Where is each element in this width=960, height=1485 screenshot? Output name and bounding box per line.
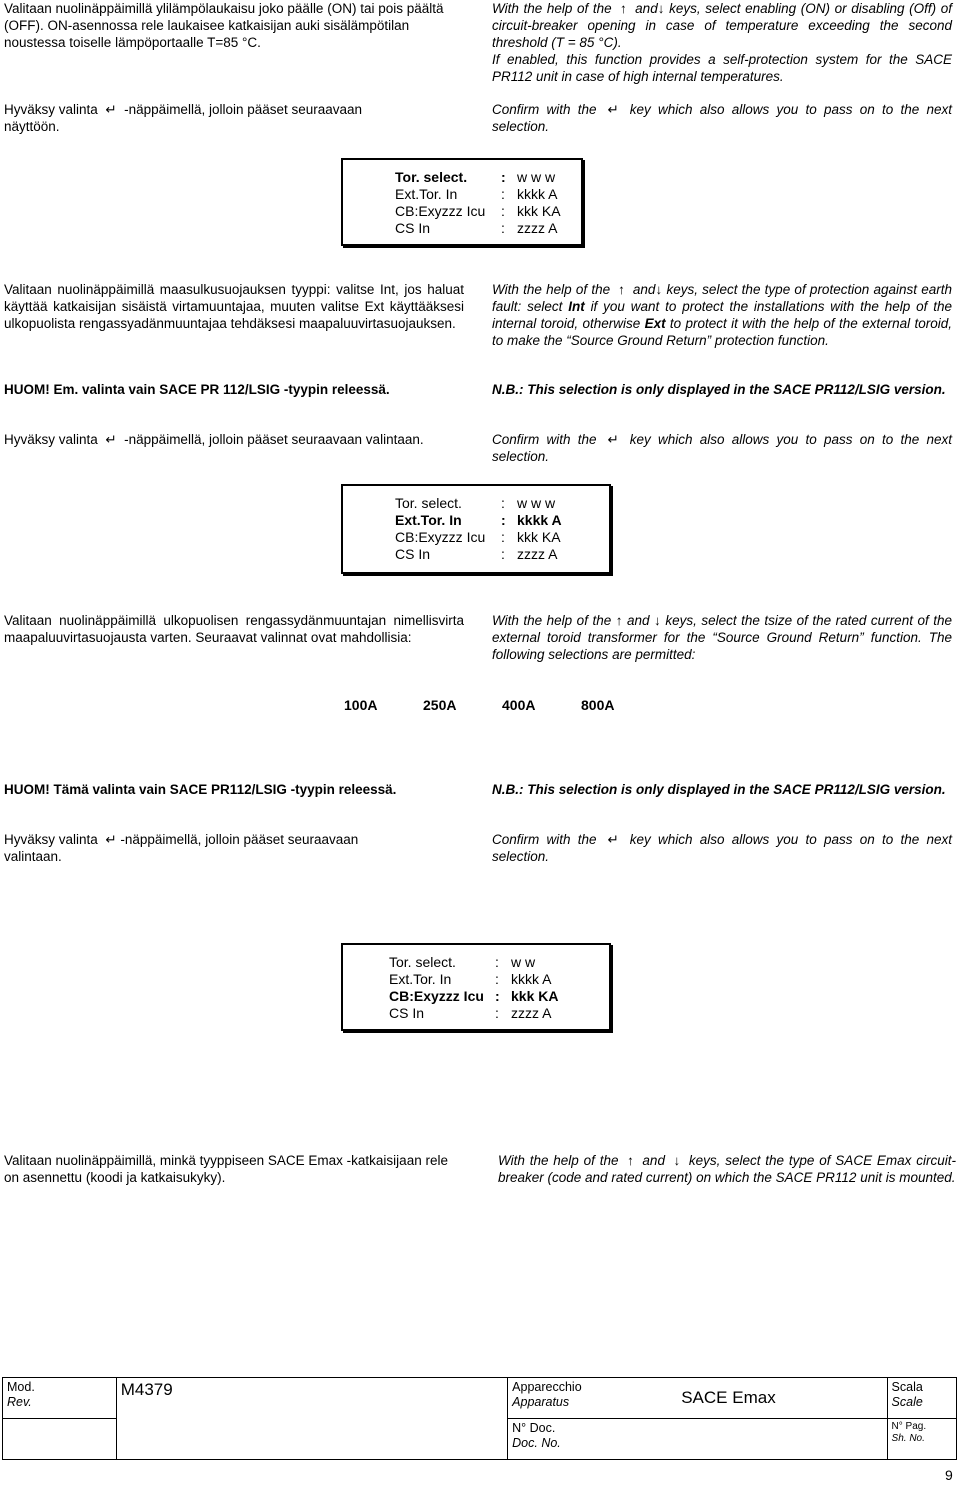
lcd-value: kkkk A xyxy=(511,971,552,987)
en-text-b: and xyxy=(642,1153,665,1168)
en-text-b: and xyxy=(627,613,650,628)
en-confirm-text-a: Confirm with the xyxy=(492,832,597,847)
fi-confirm-text-a: Hyväksy valinta xyxy=(4,102,98,117)
lcd-row xyxy=(343,954,609,971)
scale-cell xyxy=(887,1378,956,1419)
fi-confirm-text-a: Hyväksy valinta xyxy=(4,832,98,847)
size-option: 100A xyxy=(344,697,378,713)
lcd-value: kkk KA xyxy=(517,529,561,545)
en-text-a: With the help of the xyxy=(498,1153,619,1168)
fi-overtemp-text: Valitaan nuolinäppäimillä ylilämpölaukaisu joko päälle (ON) tai pois päältä (OFF). ON-asennossa rele laukaisee katkaisijan auki sisälämpötilan noustessa toiselle lämpöportaalle T=85 °C. xyxy=(4,1,444,50)
lcd-value: kkkk A xyxy=(517,186,558,202)
en-selfprot-text: If enabled, this function provides a self-protection system for the SACE PR112 unit in case of high internal temperatures. xyxy=(492,52,952,84)
en-text-b: and xyxy=(632,282,656,297)
fi-confirm-line xyxy=(4,831,404,865)
doc-number: M4379 xyxy=(120,1380,173,1399)
npag-label: N° Pag. xyxy=(891,1421,927,1432)
lcd-label: CS In xyxy=(395,546,431,562)
fi-confirm-text-a: Hyväksy valinta xyxy=(4,432,98,447)
en-note xyxy=(492,381,952,398)
enter-key-icon: ↵ xyxy=(101,102,121,117)
enter-key-icon: ↵ xyxy=(101,432,121,447)
lcd-display-2 xyxy=(341,484,611,574)
arrow-up-icon: ↑ xyxy=(615,613,623,628)
lcd-row xyxy=(343,971,609,988)
doc-no-cell xyxy=(508,1419,887,1460)
apparatus-label: Apparatus xyxy=(512,1395,570,1409)
fi-note xyxy=(4,381,464,398)
en-confirm-text-b: key which also allows you to pass on to the next selection. xyxy=(492,432,952,464)
apparecchio-label: Apparecchio xyxy=(512,1380,582,1394)
en-text-c: keys, select the type of SACE Emax circuit-breaker (code and rated current) on which the SACE PR112 unit is mounted. xyxy=(498,1153,956,1185)
fi-note-text: HUOM! Tämä valinta vain SACE PR112/LSIG -tyypin releessä. xyxy=(4,782,397,797)
lcd-row xyxy=(343,495,609,512)
lcd-label: Tor. select. xyxy=(395,169,468,185)
page-number: 9 xyxy=(945,1467,953,1483)
fi-toroid-text: Valitaan nuolinäppäimillä ulkopuolisen rengassydänmuuntajan nimellisvirta maapaluuvirtasuojausta varten. Seuraavat valinnat ovat mahdollisia: xyxy=(4,613,464,645)
lcd-value: zzzz A xyxy=(517,546,558,562)
lcd-row xyxy=(343,203,581,220)
en-text-a: With the help of the xyxy=(492,1,612,16)
en-confirm-text-b: key which also allows you to pass on to the next selection. xyxy=(492,832,952,864)
arrow-up-icon: ↑ xyxy=(623,1153,638,1168)
lcd-row xyxy=(343,169,581,186)
fi-confirm-line xyxy=(4,431,464,448)
lcd-value: kkkk A xyxy=(517,512,562,528)
lcd-row xyxy=(343,546,609,563)
doc-number-cell xyxy=(116,1378,507,1460)
en-confirm-text-a: Confirm with the xyxy=(492,432,597,447)
size-option: 400A xyxy=(502,697,536,713)
lcd-row xyxy=(343,1005,609,1022)
fi-confirm-text-b: -näppäimellä, jolloin pääset seuraavaan näyttöön. xyxy=(4,102,363,134)
lcd-label: Tor. select. xyxy=(395,495,462,511)
lcd-value: w w w xyxy=(517,169,556,185)
lcd-value: zzzz A xyxy=(511,1005,552,1021)
lcd-sep: : xyxy=(495,1005,499,1021)
lcd-sep: : xyxy=(495,988,500,1004)
lcd-value: zzzz A xyxy=(517,220,558,236)
arrow-down-icon: ↓ xyxy=(669,1153,685,1168)
arrow-up-icon: ↑ xyxy=(614,282,629,297)
lcd-row xyxy=(343,220,581,237)
scale-label: Scale xyxy=(891,1395,923,1409)
fi-note xyxy=(4,781,464,798)
en-note xyxy=(492,781,952,798)
en-confirm-line xyxy=(492,831,952,865)
en-confirm-text-a: Confirm with the xyxy=(492,102,597,117)
ndoc-label: N° Doc. xyxy=(512,1421,556,1435)
en-confirm-text-b: key which also allows you to pass on to the next selection. xyxy=(492,102,952,134)
title-block xyxy=(2,1377,957,1460)
arrow-down-icon: ↓ xyxy=(654,613,661,628)
lcd-sep: : xyxy=(501,220,505,236)
scala-label: Scala xyxy=(891,1380,923,1394)
lcd-value: w w w xyxy=(517,495,556,511)
rev-label: Rev. xyxy=(7,1395,32,1409)
lcd-value: w w xyxy=(511,954,536,970)
en-text-c: keys, select enabling (ON) or disabling (Off) of circuit-breaker opening in case of temperature exceeding the second threshold (T = 85 °C). xyxy=(492,1,952,50)
mod-rev-cell xyxy=(3,1378,117,1419)
lcd-sep: : xyxy=(495,971,499,987)
en-text-b: and xyxy=(635,1,658,16)
en-confirm-line xyxy=(492,101,952,135)
fi-earthfault-text: Valitaan nuolinäppäimillä maasulkusuojauksen tyyppi: valitse Int, jos haluat käyttää katkaisijan sisäistä virtamuuntajaa, muuten valitse Ext käyttääksesi ulkopuolista rengassyadänmuuntajaa tehdäksesi maapaluuvirtasuojauksen. xyxy=(4,282,464,331)
en-cbtype-paragraph xyxy=(498,1152,956,1186)
fi-confirm-line xyxy=(4,101,404,135)
enter-key-icon: ↵ xyxy=(603,102,623,117)
lcd-row xyxy=(343,988,609,1005)
sheet-cell xyxy=(887,1419,956,1460)
empty-cell xyxy=(3,1419,117,1460)
lcd-label: Ext.Tor. In xyxy=(395,186,458,202)
lcd-label: Ext.Tor. In xyxy=(395,512,462,528)
lcd-value: kkk KA xyxy=(517,203,561,219)
size-option: 800A xyxy=(581,697,615,713)
en-toroid-paragraph xyxy=(492,612,952,663)
lcd-display-3 xyxy=(341,943,611,1031)
en-note-text: N.B.: This selection is only displayed in the SACE PR112/LSIG version. xyxy=(492,782,946,797)
arrow-down-icon: ↓ xyxy=(657,1,665,16)
fi-note-text: HUOM! Em. valinta vain SACE PR 112/LSIG -tyypin releessä. xyxy=(4,382,390,397)
lcd-label: CS In xyxy=(395,220,431,236)
enter-key-icon: ↵ xyxy=(101,832,117,847)
en-confirm-line xyxy=(492,431,952,465)
lcd-sep: : xyxy=(495,954,499,970)
en-overtemp-paragraph xyxy=(492,0,952,85)
lcd-display-1 xyxy=(341,158,583,246)
arrow-down-icon: ↓ xyxy=(655,282,663,297)
lcd-label: CB:Exyzzz Icu xyxy=(395,203,486,219)
fi-overtemp-paragraph xyxy=(4,0,464,51)
en-text-e: to protect it with the help of the external toroid, to make the “Source Ground Return” protection function. xyxy=(492,316,952,348)
lcd-sep: : xyxy=(501,203,505,219)
fi-confirm-text-b: -näppäimellä, jolloin pääset seuraavaan valintaan. xyxy=(124,432,424,447)
arrow-up-icon: ↑ xyxy=(616,1,631,16)
lcd-sep: : xyxy=(501,512,506,528)
docno-label: Doc. No. xyxy=(512,1436,561,1450)
lcd-sep: : xyxy=(501,169,506,185)
lcd-value: kkk KA xyxy=(511,988,559,1004)
product-cell xyxy=(677,1378,887,1419)
lcd-label: CS In xyxy=(389,1005,425,1021)
lcd-row xyxy=(343,512,609,529)
toroid-size-options xyxy=(0,697,960,717)
lcd-sep: : xyxy=(501,186,505,202)
fi-toroid-paragraph xyxy=(4,612,464,646)
mod-label: Mod. xyxy=(7,1380,35,1394)
en-text-a: With the help of the xyxy=(492,613,612,628)
en-text-a: With the help of the xyxy=(492,282,611,297)
enter-key-icon: ↵ xyxy=(603,832,623,847)
fi-confirm-text-b: -näppäimellä, jolloin pääset seuraavaan valintaan. xyxy=(4,832,359,864)
lcd-label: CB:Exyzzz Icu xyxy=(389,988,484,1004)
enter-key-icon: ↵ xyxy=(603,432,623,447)
en-note-text: N.B.: This selection is only displayed in the SACE PR112/LSIG version. xyxy=(492,382,946,397)
lcd-row xyxy=(343,529,609,546)
fi-cbtype-paragraph xyxy=(4,1152,464,1186)
apparatus-cell xyxy=(508,1378,678,1419)
en-earthfault-paragraph xyxy=(492,281,952,349)
fi-earthfault-paragraph xyxy=(4,281,464,332)
size-option: 250A xyxy=(423,697,457,713)
lcd-label: Ext.Tor. In xyxy=(389,971,452,987)
shno-label: Sh. No. xyxy=(891,1433,925,1444)
product-name: SACE Emax xyxy=(681,1388,776,1407)
lcd-sep: : xyxy=(501,529,505,545)
lcd-sep: : xyxy=(501,546,505,562)
en-text-d: if you want to protect the installations with the help of the internal toroid, otherwise xyxy=(492,299,952,331)
fi-cbtype-text: Valitaan nuolinäppäimillä, minkä tyyppiseen SACE Emax -katkaisijaan rele on asennettu (koodi ja katkaisukyky). xyxy=(4,1153,448,1185)
lcd-label: CB:Exyzzz Icu xyxy=(395,529,486,545)
en-text-c: keys, select the type of protection against earth fault: select xyxy=(492,282,952,314)
lcd-label: Tor. select. xyxy=(389,954,456,970)
lcd-sep: : xyxy=(501,495,505,511)
lcd-row xyxy=(343,186,581,203)
en-ext-option: Ext xyxy=(644,316,666,331)
en-text-c: keys, select the tsize of the rated current of the external toroid transformer for the “Source Ground Return” function. The following selections are permitted: xyxy=(492,613,952,662)
en-int-option: Int xyxy=(568,299,585,314)
